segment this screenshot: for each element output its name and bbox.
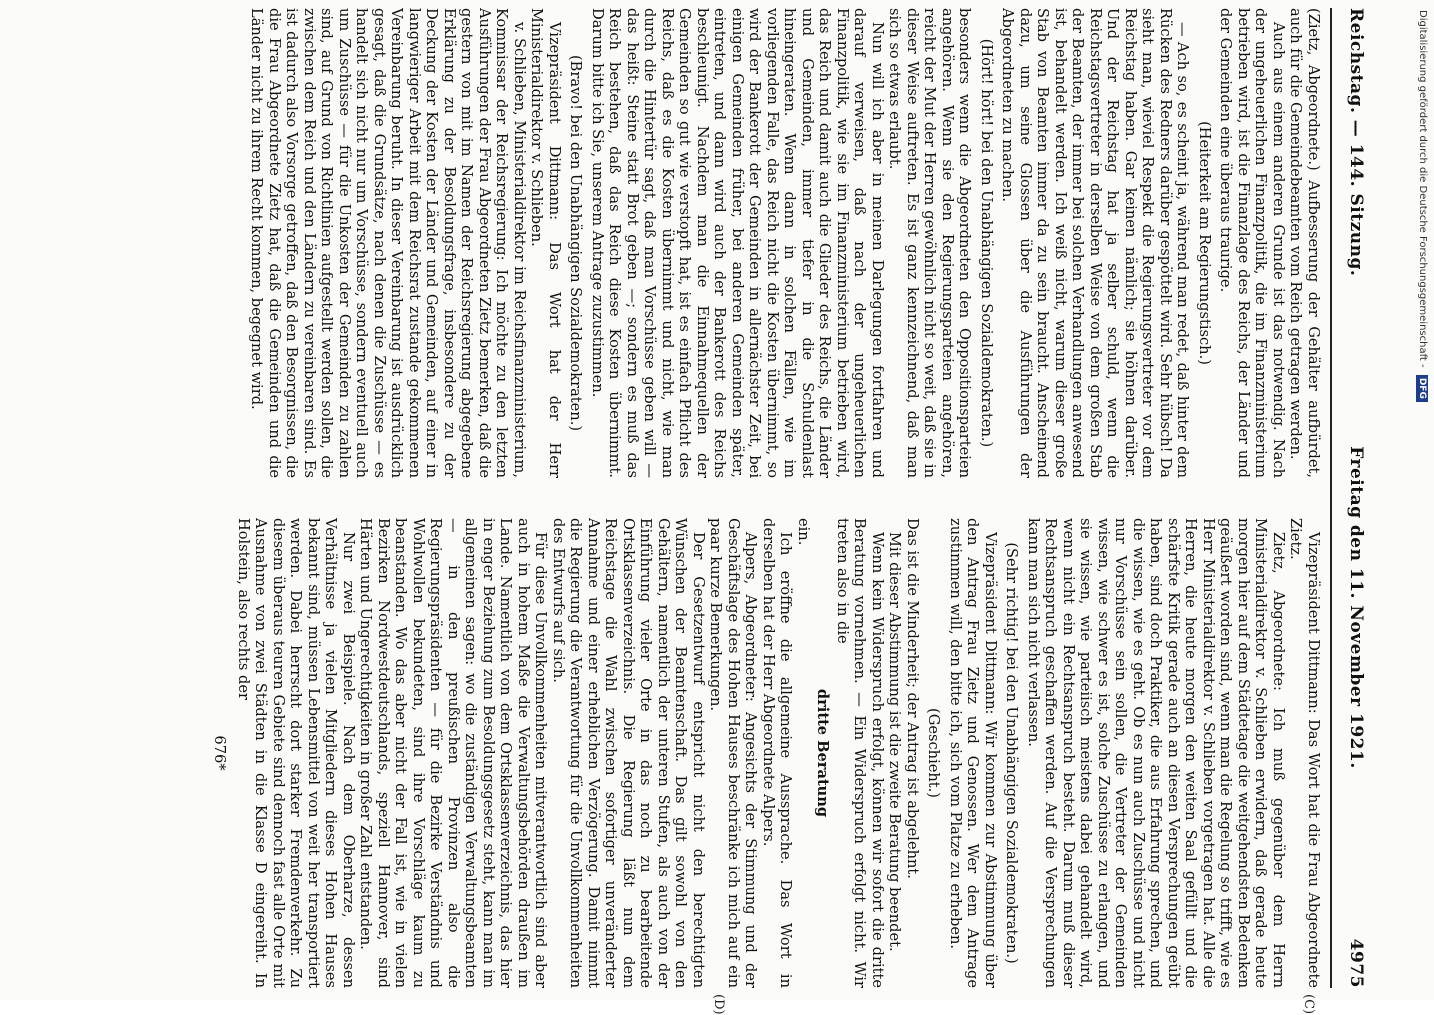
paragraph: Wenn kein Widerspruch erfolgt, können wir sofort die dritte Beratung vornehmen. — Ein Widerspruch erfolgt nicht. Wir treten also in die — [834, 518, 886, 988]
paragraph: Auch aus einem anderen Grunde ist das notwendig. Nach der ungeheuerlichen Finanzpolitik, die im Finanzministerium betrieben wird, ist die Finanzlage des Reichs, der Länder und der Gemeinden eine überaus traurige. — [1217, 8, 1287, 478]
header-date: Freitag den 11. November 1921. — [1346, 446, 1366, 769]
paragraph: Nun will ich aber in meinen Darlegungen fortfahren und darauf verweisen, daß nach der ungeheuerlichen Finanzpolitik, wie sie im Finanzministerium betrieben wird, das Reich und damit auch die Glieder des Reichs, die Länder und Gemeinden, immer tiefer in die Schuldenlast hineingeraten. Wenn dann in solchen Fällen, wie im vorliegenden Falle, das Reich nicht die Kosten übernimmt, so wird der Bankerott der Gemeinden in allernächster Zeit, bei einigen Gemeinden früher, bei anderen Gemeinden später, eintreten, und dann wird auch der Bankerott des Reichs beschleunigt. Nachdem man die Einnahmequellen der Gemeinden so gut wie verstopft hat, ist es einfach Pflicht des Reichs, daß es die Kosten übernimmt und nicht, wie man durch die Hintertür sagt, daß man Vorschüsse geben will — das heißt: Steine statt Brot geben —; sondern es muß das Reich bestehen, daß das Reich diese Kosten übernimmt. Darum bitte ich Sie, unserem Antrage zuzustimmen. — [589, 8, 886, 478]
remark: (Bravo! bei den Unabhängigen Sozialdemokraten.) — [567, 54, 585, 432]
paragraph: Für diese Unvollkommenheiten mitverantwortlich sind aber auch in hohem Maße die Verwaltungsbehörden draußen im Lande. Namentlich von dem Ortsklassenverzeichnis, das hier in enger Beziehung zum Besoldungsgesetz steht, kann man im allgemeinen sagen: wo die zuständigen Verwaltungsbeamten — in den preußischen Provinzen also die Regierungspräsidenten — für die Bezirke Verständnis und Wohlwollen bekundeten, sind ihre Vorschläge kaum zu beanstanden. Wo das aber nicht der Fall ist, wie in vielen Bezirken Nordwestdeutschlands, speziell Hannover, sind Härten und Ungerechtigkeiten in großer Zahl entstanden. — [357, 518, 550, 988]
speech-paragraph: Zietz, Abgeordnete: Ich muß gegenüber dem Herrn Ministerialdirektor v. Schlieben erwidern, daß gerade heute morgen hier auf dem Städtetage die weitgehendsten Bedenken geäußert worden sind, wenn man die Regelung so trifft, wie es Herr Ministerialdirektor v. Schlieben vorgetragen hat. Alle die Herren, die heute morgen den weiten Saal gefüllt und die schärfste Kritik gerade auch an diesen Versprechungen geübt haben, sind doch Praktiker, die aus Erfahrung sprechen, und die wissen, wie es geht. Ob es nun auch Zuschüsse und nicht nur Vorschüsse sein sollen, die Vertreter der Gemeinden wissen, wie schwer es ist, solche Zuschüsse zu erlangen, und sie wissen, wie parteiisch meistens dabei gehandelt wird, wenn nicht ein Rechtsanspruch besteht. Darum muß dieser Rechtsanspruch geschaffen werden. Auf die Versprechungen kann man sich nicht verlassen. — [1025, 518, 1287, 988]
remark: (Heiterkeit am Regierungstisch.) — [1196, 121, 1213, 365]
paragraph: Der Gesetzentwurf entspricht nicht den berechtigten Wünschen der Beamtenschaft. Das gilt sowohl von den Gehältern, namentlich der unteren Stufen, als auch von der Einführung vieler Orte in das noch zu bearbeitende Ortsklassenverzeichnis. Die Regierung läßt nun dem Reichstage die Wahl zwischen sofortiger unveränderter Annahme und einer erheblichen Verzögerung. Damit nimmt die Regierung die Verantwortung für die Unvollkommenheiten des Entwurfs auf sich. — [550, 518, 707, 988]
remark: (Hört! hört! bei den Unabhängigen Sozialdemokraten.) — [978, 38, 995, 448]
credit-text: Digitalisierung gefördert durch die Deutsche Forschungsgemeinschaft - — [1417, 10, 1428, 368]
paragraph: ein. — [795, 518, 812, 546]
margin-mark-c: (C) — [1301, 994, 1316, 1015]
speech-paragraph: v. Schlieben, Ministerialdirektor im Reichsfinanzministerium, Kommissar der Reichsregierung: Ich möchte zu den letzten Ausführungen der Frau Abgeordneten Zietz bemerken, daß die gestern von mit im Namen der Reichsregierung abgegebene Erklärung zu der Besoldungsfrage, insbesondere zu der Deckung der Kosten der Länder und Gemeinden, auf einer in langwieriger Arbeit mit dem Reichsrat zustande gekommenen Vereinbarung beruht. In dieser Vereinbarung ist ausdrücklich gesagt, daß die Grundsätze, nach denen die Zuschüsse — es handelt sich nicht nur um Vorschüsse, sondern eventuell auch um Zuschüsse — für die Unkosten der Gemeinden zu zahlen sind, auf Grund von Richtlinien aufgestellt werden sollen, die zwischen dem Reich und den Ländern zu vereinbaren sind. Es ist dadurch also Vorsorge getroffen, daß den Besorgnissen, die die Frau Abgeordnete Zietz hat, daß die Gemeinden und die Länder nicht zu ihrem Recht kommen, begegnet wird. — [248, 8, 528, 478]
right-column — [72, 518, 1322, 988]
rotated-document-page — [56, 8, 1376, 1015]
paragraph: Nur zwei Beispiele. Nach dem Oberharze, dessen Verhältnisse ja vielen Mitgliedern dieses Hohen Hauses bekannt sind, müssen Lebensmittel von weit her transportiert werden. Dabei herrscht dort starker Fremdenverkehr. Zu diesem überaus teuren Gebiete sind dennoch fast alle Orte mit Ausnahme von zwei Städten in die Klasse D eingereiht. In Holstein, also rechts der — [235, 518, 357, 988]
speech-paragraph: Vizepräsident Dittmann: Das Wort hat die Frau Abgeordnete Zietz. — [1287, 518, 1322, 988]
digitization-credit — [1412, 10, 1432, 990]
remark: (Geschieht.) — [925, 708, 943, 798]
left-column — [72, 8, 1322, 478]
paragraph: — Ach so, es scheint ja, während man redet, daß hinter dem Rücken des Redners darüber gespöttelt wird. Sehr hübsch! Da sieht man, wieviel Respekt die Regierungsvertreter vor dem Reichstag haben. Gar keinen nämlich; sie höhnen darüber. Und der Reichstag hat ja selber schuld, wenn die Reichstagsvertreter in derselben Weise von dem großen Stab der Beamten, der immer bei solchen Verhandlungen anwesend ist, behandelt werden. Ich weiß nicht, warum dieser große Stab von Beamten immer da zu sein braucht. Anscheinend dazu, um seine Glossen über die Ausführungen der Abgeordneten zu machen. — [999, 8, 1192, 478]
margin-mark-d: (D) — [711, 994, 726, 1015]
speech-paragraph: Vizepräsident Dittmann: Wir kommen zur Abstimmung über den Antrag Frau Zietz und Genossen. Wer dem Antrage zustimmen will, den bitte ich, sich vom Platze zu erheben. — [947, 518, 999, 988]
header-rule — [1330, 8, 1332, 988]
remark: (Sehr richtig! bei den Unabhängigen Sozialdemokraten.) — [1003, 542, 1021, 964]
header-left: Reichstag. — 144. Sitzung. — [1346, 8, 1366, 277]
dfg-logo-badge: DFG — [1416, 375, 1428, 402]
section-heading: dritte Beratung — [814, 688, 832, 818]
paragraph: (Zietz, Abgeordnete.) Aufbesserung der Gehälter aufbürdet, auch für die Gemeindebeamten vom Reich getragen werden. — [1287, 8, 1322, 478]
paragraph: Das ist die Minderheit; der Antrag ist abgelehnt. — [904, 518, 921, 879]
speech-paragraph: Vizepräsident Dittmann: Das Wort hat der Herr Ministerialdirektor v. Schlieben. — [528, 8, 563, 478]
signature-number: 676* — [211, 735, 229, 771]
paragraph: Ich eröffne die allgemeine Aussprache. Das Wort in derselben hat der Herr Abgeordnete Alpers. — [760, 518, 795, 988]
running-header — [1336, 8, 1376, 988]
speech-paragraph: Alpers, Abgeordneter: Angesichts der Stimmung und der Geschäftslage des Hohen Hauses beschränke ich mich auf ein paar kurze Bemerkungen. — [707, 518, 760, 988]
paragraph: besonders wenn die Abgeordneten den Oppositionsparteien angehören. Wenn sie den Regierungsparteien angehören, reicht der Mut der Herren gewöhnlich nicht so weit, daß sie in dieser Weise auftreten. Es ist ganz kennzeichnend, daß man sich so etwas erlaubt. — [886, 8, 974, 478]
header-page-number: 4975 — [1346, 938, 1366, 988]
paragraph: Mit dieser Abstimmung ist die zweite Beratung beendet. — [886, 532, 904, 952]
